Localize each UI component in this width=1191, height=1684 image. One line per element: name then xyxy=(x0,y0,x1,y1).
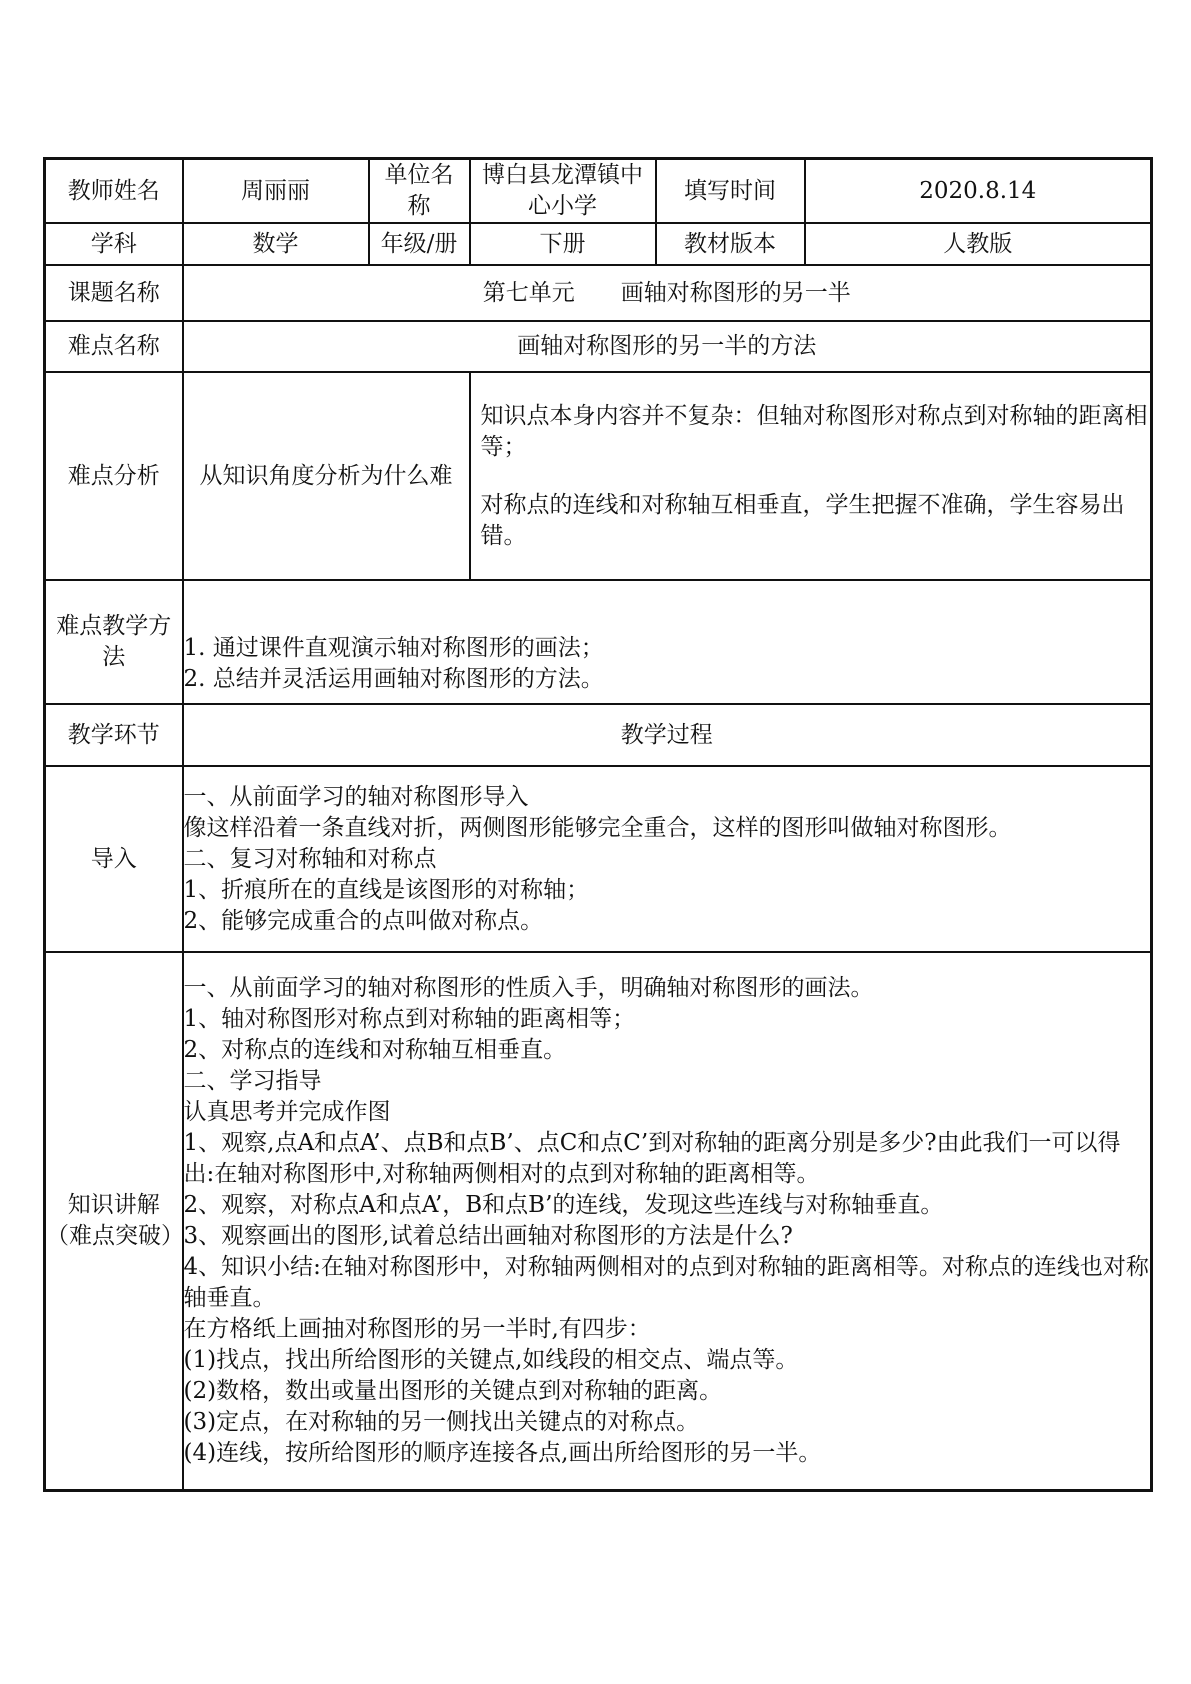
knowledge-line: 2、观察，对称点A和点A’，B和点B’的连线，发现这些连线与对称轴垂直。 xyxy=(183,1191,944,1218)
analysis-sublabel: 从知识角度分析为什么难 xyxy=(183,372,470,580)
intro-line: 2、能够完成重合的点叫做对称点。 xyxy=(183,907,544,934)
knowledge-content xyxy=(183,952,1152,1490)
grade-value: 下册 xyxy=(470,223,656,265)
subject-value: 数学 xyxy=(183,223,369,265)
knowledge-line: (2)数格，数出或量出图形的关键点到对称轴的距离。 xyxy=(183,1377,723,1404)
lesson-plan-table xyxy=(43,157,1153,1492)
intro-line: 一、从前面学习的轴对称图形导入 xyxy=(183,783,529,810)
intro-line: 像这样沿着一条直线对折，两侧图形能够完全重合，这样的图形叫做轴对称图形。 xyxy=(183,814,1012,841)
intro-content xyxy=(183,766,1152,952)
analysis-content xyxy=(470,372,1152,580)
row-intro xyxy=(45,766,1152,952)
knowledge-line: 1、观察,点A和点A’、点B和点B’、点C和点C’到对称轴的距离分别是多少?由此我们一可以得出:在轴对称图形中,对称轴两侧相对的点到对称轴的距离相等。 xyxy=(183,1129,1121,1187)
row-process-header xyxy=(45,704,1152,766)
teacher-name-value: 周丽丽 xyxy=(183,159,369,224)
unit-name-label: 单位名称 xyxy=(369,159,470,224)
knowledge-line: 4、知识小结:在轴对称图形中，对称轴两侧相对的点到对称轴的距离相等。对称点的连线也对称轴垂直。 xyxy=(183,1253,1149,1311)
row-method xyxy=(45,580,1152,704)
method-label: 难点教学方法 xyxy=(45,580,183,704)
difficulty-label: 难点名称 xyxy=(45,321,183,372)
knowledge-line: 1、轴对称图形对称点到对称轴的距离相等； xyxy=(183,1005,636,1032)
teacher-name-label: 教师姓名 xyxy=(45,159,183,224)
topic-value: 第七单元 画轴对称图形的另一半 xyxy=(183,265,1152,321)
analysis-line: 知识点本身内容并不复杂：但轴对称图形对称点到对称轴的距离相等； xyxy=(480,402,1148,460)
row-topic xyxy=(45,265,1152,321)
knowledge-line: 2、对称点的连线和对称轴互相垂直。 xyxy=(183,1036,567,1063)
knowledge-line: 在方格纸上画抽对称图形的另一半时,有四步： xyxy=(183,1315,651,1342)
edition-label: 教材版本 xyxy=(656,223,805,265)
edition-value: 人教版 xyxy=(805,223,1152,265)
unit-name-value: 博白县龙潭镇中心小学 xyxy=(470,159,656,224)
grade-label: 年级/册 xyxy=(369,223,470,265)
analysis-line: 对称点的连线和对称轴互相垂直，学生把握不准确，学生容易出错。 xyxy=(480,491,1125,549)
intro-line: 1、折痕所在的直线是该图形的对称轴； xyxy=(183,876,590,903)
row-teacher-info xyxy=(45,159,1152,224)
method-line: 2. 总结并灵活运用画轴对称图形的方法。 xyxy=(183,666,604,692)
row-analysis xyxy=(45,372,1152,580)
process-stage-label: 教学环节 xyxy=(45,704,183,766)
knowledge-line: 二、学习指导 xyxy=(183,1067,322,1094)
difficulty-value: 画轴对称图形的另一半的方法 xyxy=(183,321,1152,372)
knowledge-line: (1)找点，找出所给图形的关键点,如线段的相交点、端点等。 xyxy=(183,1346,799,1373)
row-knowledge xyxy=(45,952,1152,1490)
knowledge-label: 知识讲解（难点突破） xyxy=(45,952,183,1490)
intro-line: 二、复习对称轴和对称点 xyxy=(183,845,437,872)
method-line: 1. 通过课件直观演示轴对称图形的画法； xyxy=(183,635,604,661)
subject-label: 学科 xyxy=(45,223,183,265)
method-content xyxy=(183,580,1152,704)
intro-label: 导入 xyxy=(45,766,183,952)
knowledge-line: 3、观察画出的图形,试着总结出画轴对称图形的方法是什么? xyxy=(183,1222,793,1249)
knowledge-line: (3)定点，在对称轴的另一侧找出关键点的对称点。 xyxy=(183,1408,700,1435)
knowledge-line: 认真思考并完成作图 xyxy=(183,1098,391,1125)
topic-label: 课题名称 xyxy=(45,265,183,321)
row-difficulty xyxy=(45,321,1152,372)
fill-date-value: 2020.8.14 xyxy=(805,159,1152,224)
analysis-label: 难点分析 xyxy=(45,372,183,580)
knowledge-line: 一、从前面学习的轴对称图形的性质入手，明确轴对称图形的画法。 xyxy=(183,974,874,1001)
process-label: 教学过程 xyxy=(183,704,1152,766)
fill-date-label: 填写时间 xyxy=(656,159,805,224)
knowledge-line: (4)连线，按所给图形的顺序连接各点,画出所给图形的另一半。 xyxy=(183,1439,822,1466)
row-subject-info xyxy=(45,223,1152,265)
